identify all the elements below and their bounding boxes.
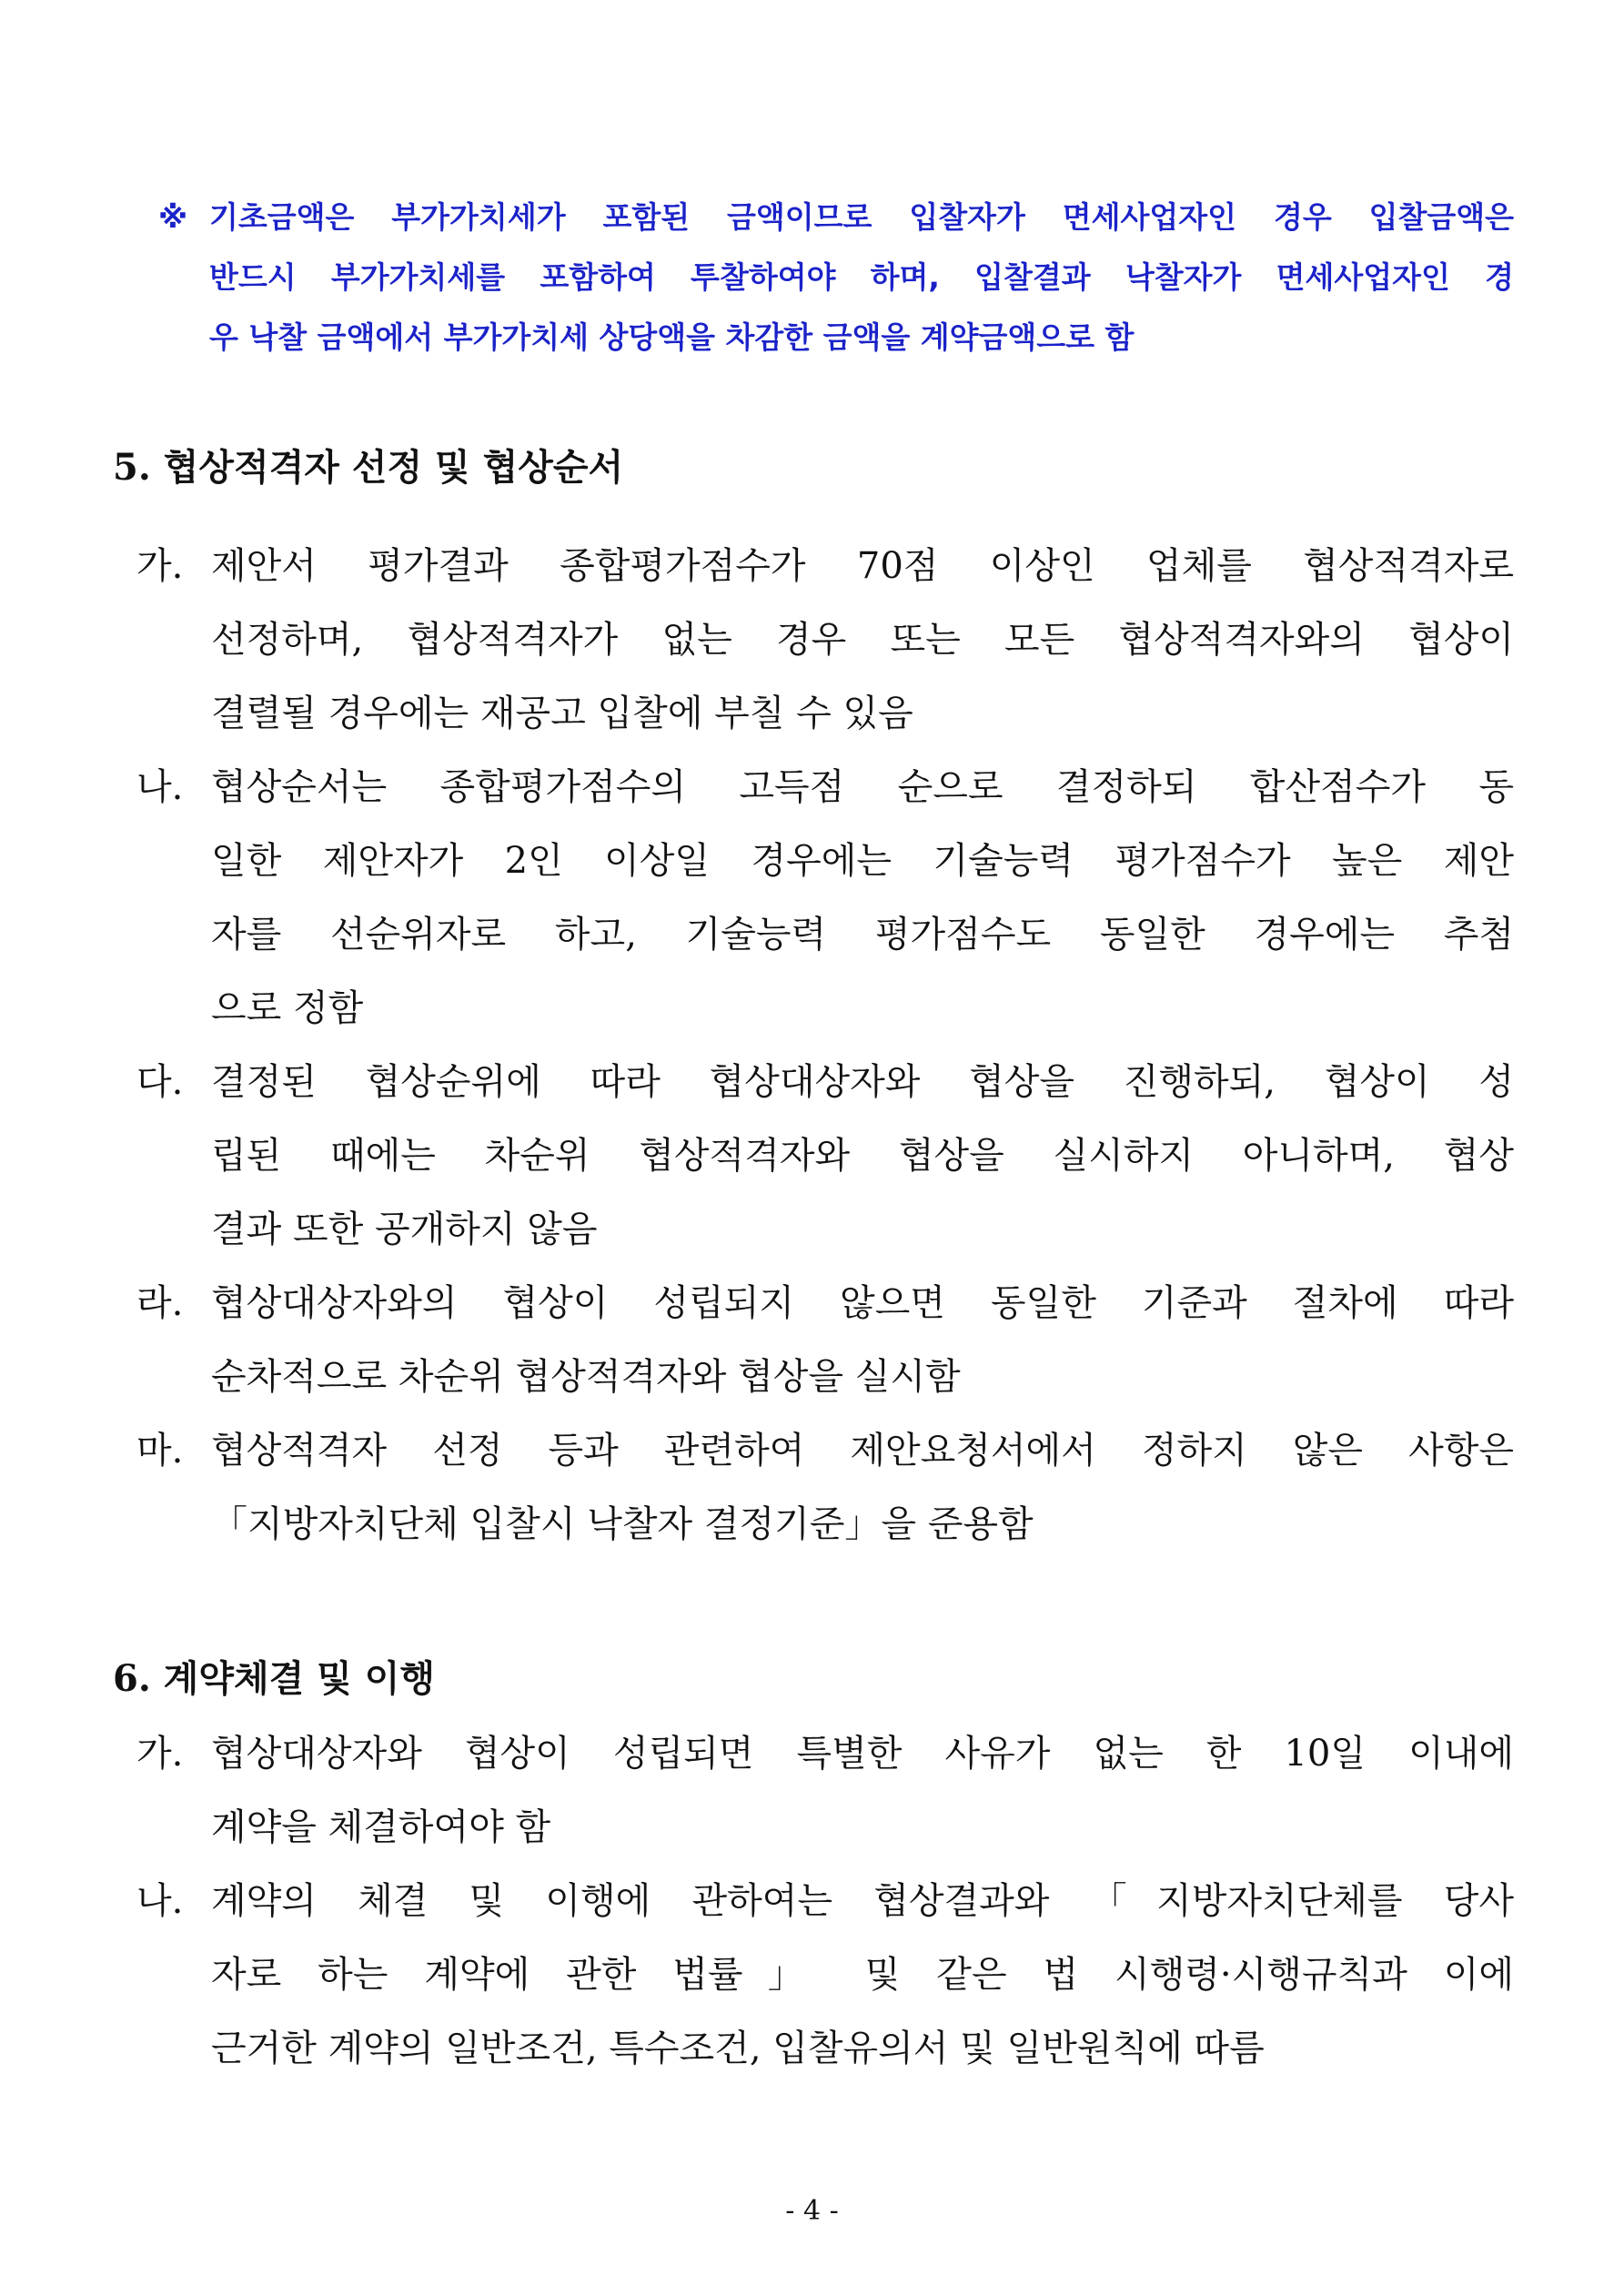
- item-line: 자로 하는 계약에 관한 법률」 및 같은 법 시행령·시행규칙과 이에: [211, 1954, 1514, 1996]
- item-label: 가.: [136, 1733, 184, 1775]
- section-6-item-na: [136, 1865, 1514, 2086]
- item-line: 으로 정함: [211, 987, 364, 1029]
- item-line: 「지방자치단체 입찰시 낙찰자 결정기준」을 준용함: [211, 1503, 1034, 1545]
- note-line: 기초금액은 부가가치세가 포함된 금액이므로 입찰자가 면세사업자인 경우 입찰금액은: [209, 199, 1514, 235]
- item-line: 결렬될 경우에는 재공고 입찰에 부칠 수 있음: [211, 693, 913, 734]
- item-line: 협상대상자와의 협상이 성립되지 않으면 동일한 기준과 절차에 따라: [211, 1282, 1514, 1324]
- item-label: 가.: [136, 545, 184, 587]
- item-label: 라.: [136, 1282, 184, 1324]
- section-5-item-ga: [136, 530, 1514, 751]
- section-5-item-ma: [136, 1414, 1514, 1562]
- item-line: 계약을 체결하여야 함: [211, 1806, 551, 1848]
- section-5-heading: 5. 협상적격자 선정 및 협상순서: [113, 446, 624, 489]
- item-label: 나.: [136, 766, 184, 808]
- item-line: 제안서 평가결과 종합평가점수가 70점 이상인 업체를 협상적격자로: [211, 545, 1514, 587]
- item-line: 자를 선순위자로 하고, 기술능력 평가점수도 동일한 경우에는 추첨: [211, 914, 1514, 956]
- note-line: 반드시 부가가치세를 포함하여 투찰하여야 하며, 입찰결과 낙찰자가 면세사업자인 경: [209, 259, 1514, 295]
- item-label: 나.: [136, 1880, 184, 1922]
- section-5-item-na: [136, 751, 1514, 1046]
- section-6-heading: 6. 계약체결 및 이행: [113, 1657, 436, 1700]
- item-line: 근거한 계약의 일반조건, 특수조건, 입찰유의서 및 일반원칙에 따름: [211, 2028, 1265, 2069]
- item-line: 계약의 체결 및 이행에 관하여는 협상결과와 「지방자치단체를 당사: [211, 1880, 1514, 1922]
- section-6-item-ga: [136, 1717, 1514, 1865]
- item-line: 선정하며, 협상적격자가 없는 경우 또는 모든 협상적격자와의 협상이: [211, 619, 1514, 661]
- item-label: 다.: [136, 1061, 184, 1103]
- item-line: 순차적으로 차순위 협상적격자와 협상을 실시함: [211, 1356, 961, 1398]
- item-line: 협상대상자와 협상이 성립되면 특별한 사유가 없는 한 10일 이내에: [211, 1733, 1514, 1775]
- item-line: 결정된 협상순위에 따라 협상대상자와 협상을 진행하되, 협상이 성: [211, 1061, 1514, 1103]
- item-line: 협상적격자 선정 등과 관련하여 제안요청서에서 정하지 않은 사항은: [211, 1430, 1514, 1472]
- item-line: 결과 또한 공개하지 않음: [211, 1209, 598, 1250]
- vat-note: [158, 187, 1514, 368]
- page-number: - 4 -: [785, 2195, 839, 2227]
- reference-mark-icon: ※: [158, 199, 188, 235]
- note-line: 우 낙찰 금액에서 부가가치세 상당액을 차감한 금액을 계약금액으로 함: [209, 319, 1135, 355]
- item-line: 협상순서는 종합평가점수의 고득점 순으로 결정하되 합산점수가 동: [211, 766, 1514, 808]
- section-5-item-ra: [136, 1267, 1514, 1414]
- item-line: 립된 때에는 차순위 협상적격자와 협상을 실시하지 아니하며, 협상: [211, 1135, 1514, 1177]
- item-label: 마.: [136, 1430, 184, 1472]
- section-5-item-da: [136, 1046, 1514, 1267]
- item-line: 일한 제안자가 2인 이상일 경우에는 기술능력 평가점수가 높은 제안: [211, 840, 1514, 882]
